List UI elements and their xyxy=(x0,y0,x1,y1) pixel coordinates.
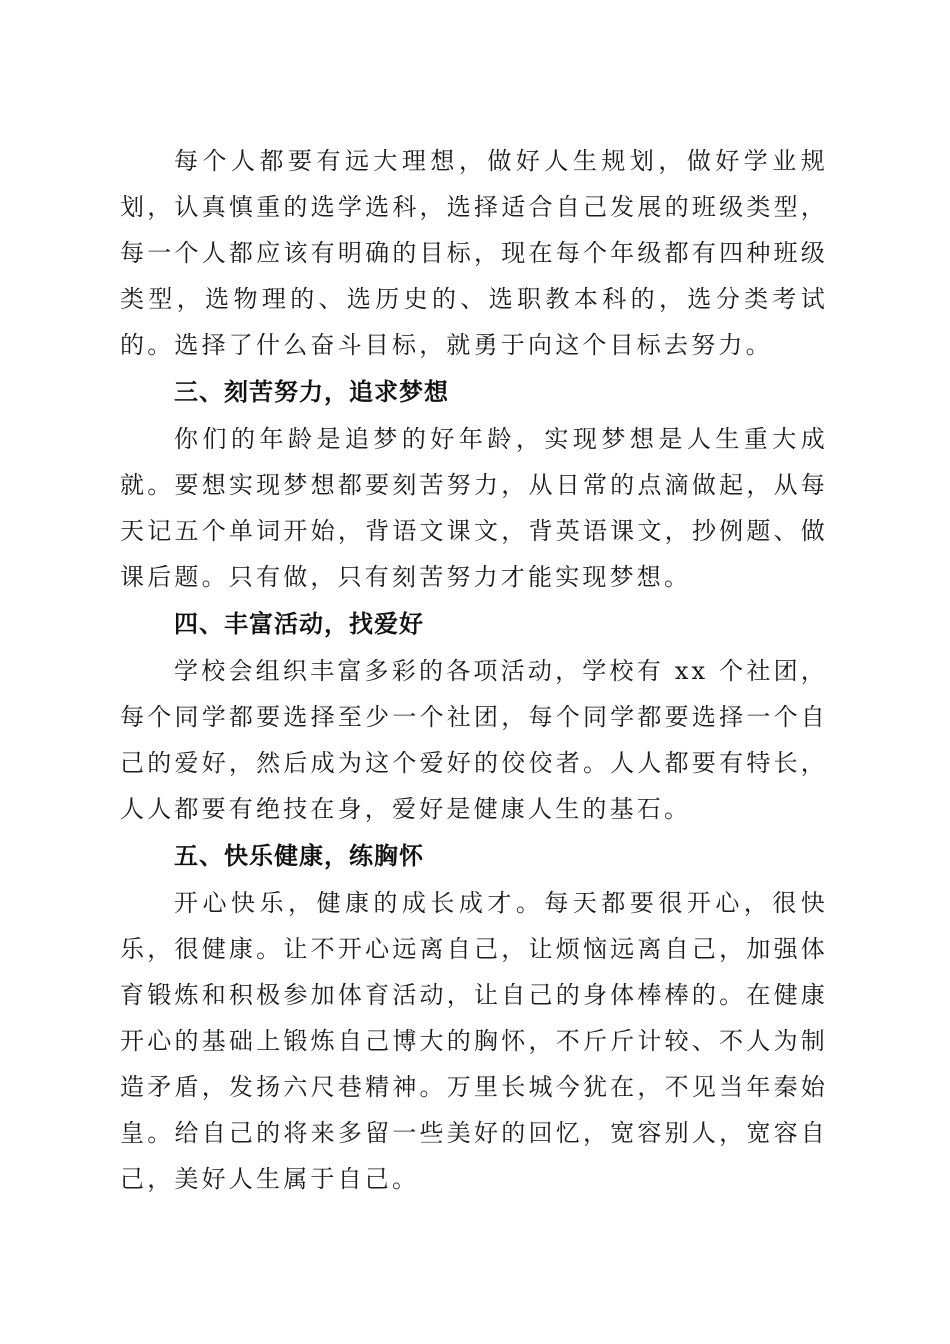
paragraph-ideals: 每个人都要有远大理想，做好人生规划，做好学业规划，认真慎重的选学选科，选择适合自己发展的班级类型，每一个人都应该有明确的目标，现在每个年级都有四种班级类型，选物理的、选历史的、选职教本科的，选分类考试的。选择了什么奋斗目标，就勇于向这个目标去努力。 xyxy=(120,147,828,359)
heading-section-5: 五、快乐健康，练胸怀 xyxy=(174,842,424,870)
paragraph-activities: 学校会组织丰富多彩的各项活动，学校有 xx 个社团，每个同学都要选择至少一个社团，每个同学都要选择一个自己的爱好，然后成为这个爱好的佼佼者。人人都要有特长，人人都要有绝技在身，爱好是健康人生的基石。 xyxy=(120,657,828,823)
document-body xyxy=(120,138,828,1202)
heading-section-3: 三、刻苦努力，追求梦想 xyxy=(174,378,449,406)
paragraph-dreams: 你们的年龄是追梦的好年龄，实现梦想是人生重大成就。要想实现梦想都要刻苦努力，从日常的点滴做起，从每天记五个单词开始，背语文课文，背英语课文，抄例题、做课后题。只有做，只有刻苦努力才能实现梦想。 xyxy=(120,425,828,591)
paragraph-health: 开心快乐，健康的成长成才。每天都要很开心，很快乐，很健康。让不开心远离自己，让烦恼远离自己，加强体育锻炼和积极参加体育活动，让自己的身体棒棒的。在健康开心的基础上锻炼自己博大的胸怀，不斤斤计较、不人为制造矛盾，发扬六尺巷精神。万里长城今犹在，不见当年秦始皇。给自己的将来多留一些美好的回忆，宽容别人，宽容自己，美好人生属于自己。 xyxy=(120,889,828,1193)
heading-section-4: 四、丰富活动，找爱好 xyxy=(174,610,424,638)
